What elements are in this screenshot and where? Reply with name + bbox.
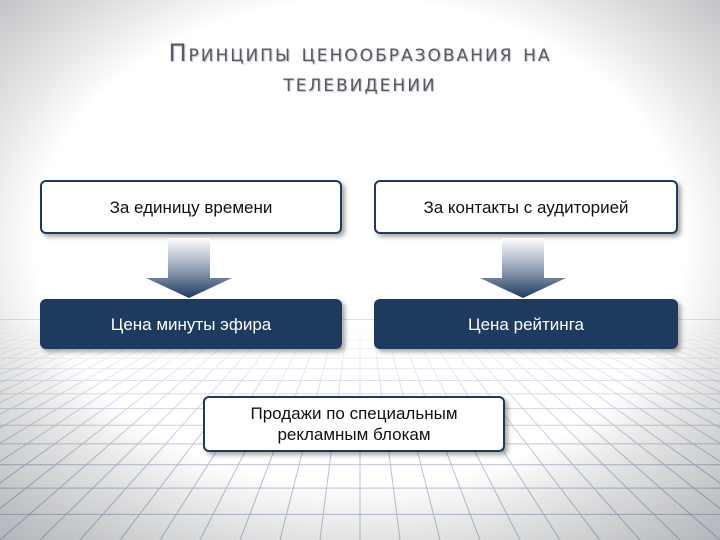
down-arrow-right-icon [478,238,568,300]
box-per-time-unit [40,180,342,234]
box-airtime-minute-price [40,299,342,349]
box-per-audience-contacts-label: За контакты с аудиторией [423,197,629,217]
box-per-time-unit-label: За единицу времени [109,197,273,217]
down-arrow-left-icon [144,238,234,300]
box-special-ad-blocks [203,396,505,452]
box-rating-price [374,299,678,349]
box-per-audience-contacts [374,180,678,234]
box-special-ad-blocks-line2: рекламным блокам [277,425,431,444]
slide-title-line1: Принципы ценообразования на [168,39,552,67]
slide-title-line2: телевидении [283,69,437,97]
box-rating-price-label: Цена рейтинга [468,314,584,334]
box-special-ad-blocks-line1: Продажи по специальным [250,404,458,423]
box-airtime-minute-price-label: Цена минуты эфира [110,314,272,334]
